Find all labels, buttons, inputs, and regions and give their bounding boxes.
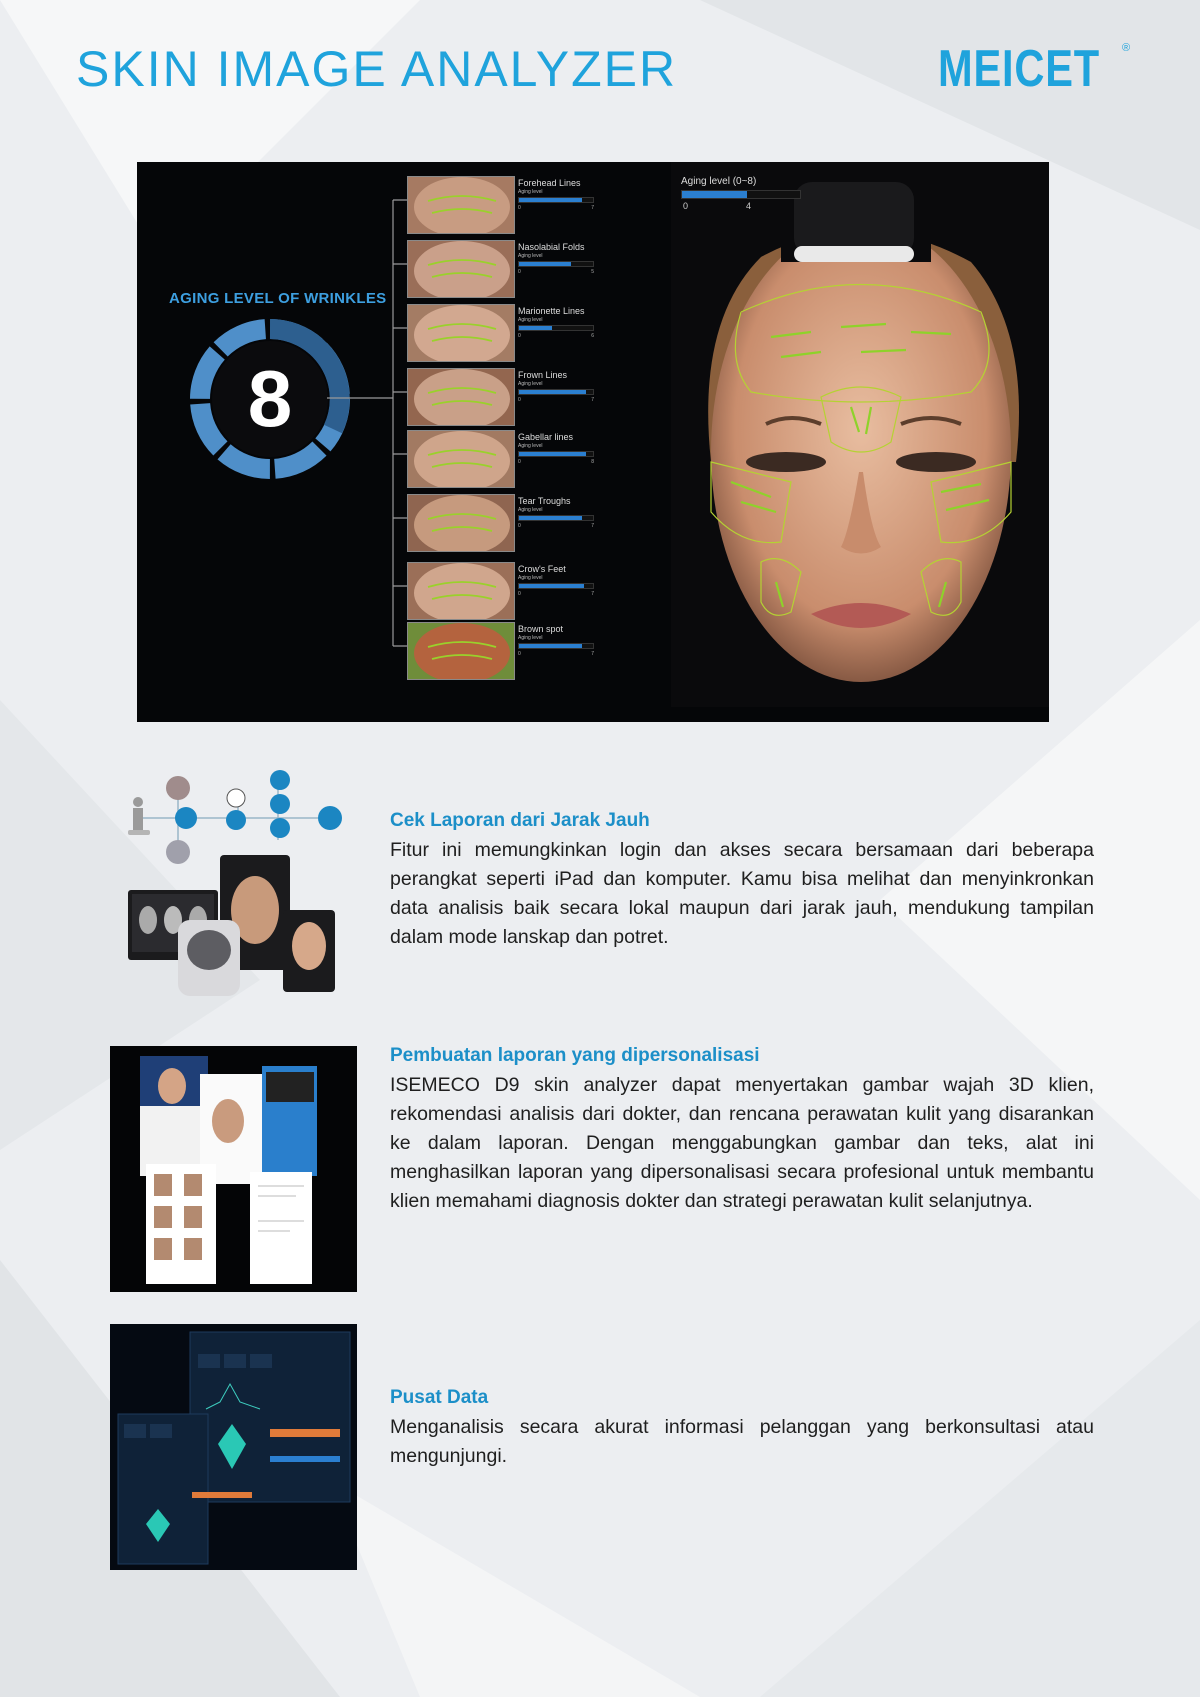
- connector-lines: [327, 192, 409, 662]
- metric-bar: [518, 451, 594, 457]
- wrinkle-metric: [518, 242, 602, 275]
- personalized-report-illustration: [110, 1046, 357, 1292]
- metric-min: 0: [518, 205, 521, 211]
- wrinkle-thumbnail: [407, 368, 515, 426]
- wrinkle-thumbnail: [407, 562, 515, 620]
- metric-sublabel: Aging level: [518, 381, 543, 387]
- metric-fill: [519, 198, 582, 202]
- metric-max: 7: [591, 397, 594, 403]
- remote-report-illustration: [118, 770, 358, 996]
- metric-max: 6: [591, 333, 594, 339]
- data-center-illustration: [110, 1324, 357, 1570]
- face-illustration: [671, 162, 1049, 707]
- wrinkle-thumbnail: [407, 430, 515, 488]
- metric-bar: [518, 583, 594, 589]
- metric-fill: [519, 516, 582, 520]
- metric-bar: [518, 389, 594, 395]
- metric-name: Gabellar lines: [518, 432, 574, 442]
- metric-max: 5: [591, 269, 594, 275]
- metric-bar: [518, 643, 594, 649]
- metric-max: 7: [591, 205, 594, 211]
- metric-fill: [519, 584, 584, 588]
- metric-bar: [518, 325, 594, 331]
- metric-sublabel: Aging level: [518, 253, 543, 259]
- face-legend-bar: [681, 190, 801, 199]
- metric-bar: [518, 197, 594, 203]
- metric-fill: [519, 644, 582, 648]
- feature-remote-report: [390, 810, 1094, 952]
- wrinkle-thumbnail: [407, 240, 515, 298]
- metric-sublabel: Aging level: [518, 189, 543, 195]
- metric-fill: [519, 326, 552, 330]
- wrinkle-thumbnail: [407, 622, 515, 680]
- metric-min: 0: [518, 651, 521, 657]
- metric-name: Forehead Lines: [518, 178, 581, 188]
- metric-min: 0: [518, 397, 521, 403]
- metric-min: 0: [518, 459, 521, 465]
- metric-sublabel: Aging level: [518, 317, 543, 323]
- metric-min: 0: [518, 591, 521, 597]
- brand-name: MEICET: [938, 40, 1100, 98]
- face-legend-fill: [682, 191, 747, 198]
- wrinkle-analysis-panel: [137, 162, 1049, 722]
- wrinkle-metric: [518, 624, 602, 657]
- metric-max: 7: [591, 591, 594, 597]
- wrinkle-metric: [518, 370, 602, 403]
- metric-name: Nasolabial Folds: [518, 242, 585, 252]
- metric-fill: [519, 262, 571, 266]
- face-legend-label: Aging level (0~8): [681, 176, 757, 187]
- metric-max: 7: [591, 523, 594, 529]
- metric-fill: [519, 390, 586, 394]
- metric-name: Brown spot: [518, 624, 564, 634]
- metric-name: Tear Troughs: [518, 496, 571, 506]
- feature-body-data-center: Menganalisis secara akurat informasi pelanggan yang berkonsultasi atau mengunjungi.: [390, 1416, 1094, 1467]
- page-title: SKIN IMAGE ANALYZER: [76, 41, 678, 97]
- wrinkle-thumbnail: [407, 304, 515, 362]
- wrinkle-thumbnail: [407, 494, 515, 552]
- wrinkle-metric: [518, 178, 602, 211]
- wrinkle-metric: [518, 496, 602, 529]
- metric-max: 8: [591, 459, 594, 465]
- registered-mark: ®: [1122, 42, 1131, 54]
- face-aging-legend: [681, 176, 801, 211]
- face-legend-max: 4: [746, 201, 752, 211]
- brand-logo: [930, 38, 1130, 100]
- feature-title-personalized: Pembuatan laporan yang dipersonalisasi: [390, 1045, 760, 1066]
- wrinkle-thumbnail: [407, 176, 515, 234]
- wrinkle-metric: [518, 432, 602, 465]
- feature-personalized-report: [390, 1045, 1094, 1216]
- metric-min: 0: [518, 269, 521, 275]
- face-scan-image: [671, 162, 1049, 707]
- metric-sublabel: Aging level: [518, 507, 543, 513]
- metric-min: 0: [518, 333, 521, 339]
- feature-body-personalized: ISEMECO D9 skin analyzer dapat menyertakan gambar wajah 3D klien, rekomendasi analisis dari dokter, dan rencana perawatan kulit yang disarankan ke dalam laporan. Dengan menggabungkan gambar dan teks, alat ini menghasilkan laporan yang dipersonalisasi secara profesional untuk membantu klien memahami diagnosis dokter dan strategi perawatan kulit selanjutnya.: [390, 1074, 1094, 1212]
- metric-sublabel: Aging level: [518, 635, 543, 641]
- metric-bar: [518, 515, 594, 521]
- feature-body-remote: Fitur ini memungkinkan login dan akses secara bersamaan dari beberapa perangkat seperti iPad dan komputer. Kamu bisa melihat dan menyinkronkan data analisis baik secara lokal maupun dari jarak jauh, mendukung tampilan dalam mode lanskap dan potret.: [390, 839, 1094, 948]
- metric-max: 7: [591, 651, 594, 657]
- aging-level-title: AGING LEVEL OF WRINKLES: [169, 290, 387, 307]
- metric-min: 0: [518, 523, 521, 529]
- metric-name: Crow's Feet: [518, 564, 566, 574]
- metric-sublabel: Aging level: [518, 443, 543, 449]
- metric-bar: [518, 261, 594, 267]
- metric-fill: [519, 452, 586, 456]
- metric-name: Marionette Lines: [518, 306, 585, 316]
- feature-title-remote: Cek Laporan dari Jarak Jauh: [390, 810, 650, 831]
- aging-value: 8: [247, 354, 293, 443]
- feature-title-data-center: Pusat Data: [390, 1387, 489, 1408]
- feature-data-center: [390, 1387, 1094, 1471]
- wrinkle-metric: [518, 564, 602, 597]
- face-legend-min: 0: [683, 201, 689, 211]
- metric-sublabel: Aging level: [518, 575, 543, 581]
- wrinkle-metric: [518, 306, 602, 339]
- metric-name: Frown Lines: [518, 370, 568, 380]
